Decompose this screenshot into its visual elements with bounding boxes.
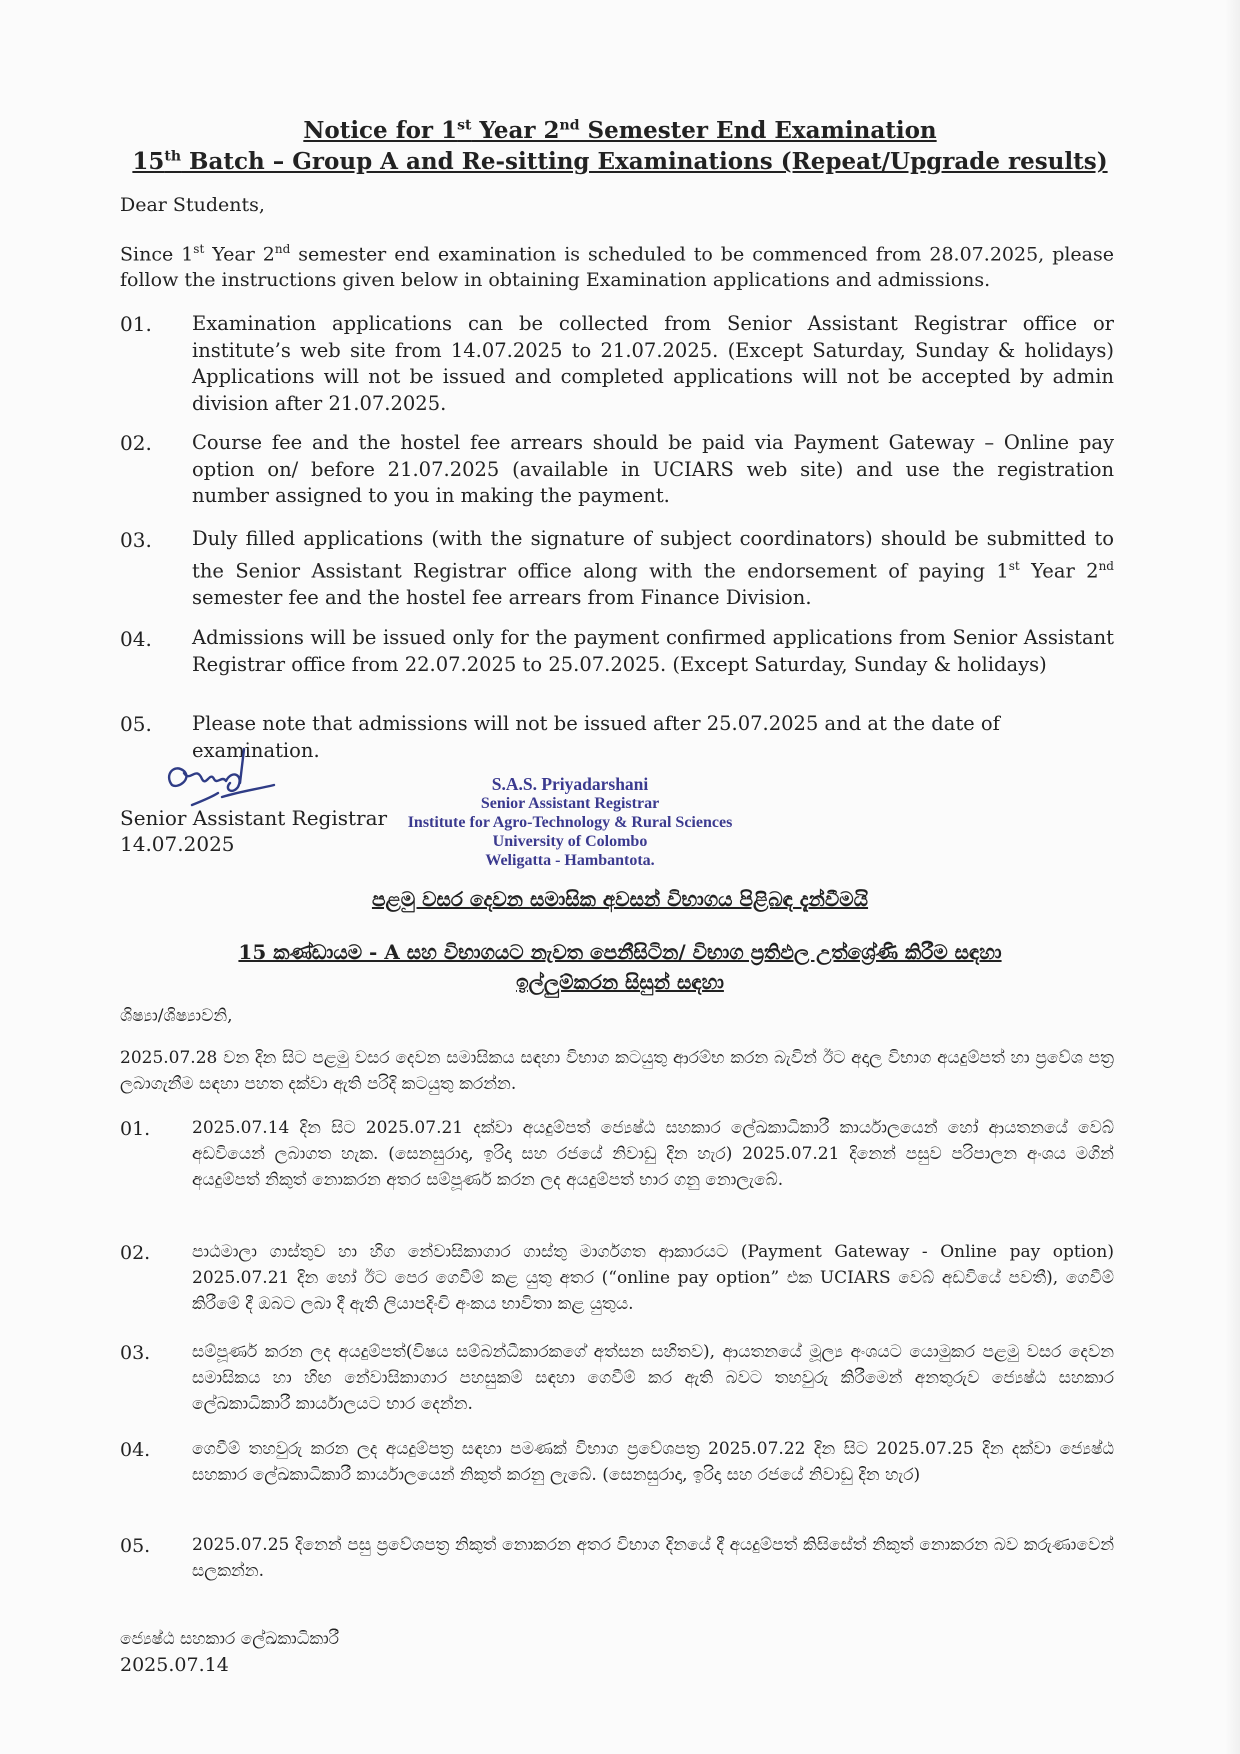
instruction-item: Examination applications can be collected from Senior Assistant Registrar office or institute’s web site from 14.07.2025 to 21.07.2025. (Except Saturday, Sunday & holidays) Applications will not be issued and completed applications will not be accepted by admin division after 21.07.2025. <box>192 312 1114 415</box>
sinhala-subtitle: ඉල්ලුම්කරන සිසුන් සඳහා <box>516 970 724 994</box>
scan-edge-shadow <box>1226 0 1240 1754</box>
stamp-line: Senior Assistant Registrar <box>480 795 660 812</box>
signoff-date: 14.07.2025 <box>120 832 235 856</box>
item-number: 02. <box>120 1242 151 1264</box>
sinhala-instruction-item: 2025.07.14 දින සිට 2025.07.21 දක්වා අයදුම්පත් ජ්‍යෙෂ්ඨ සහකාර ලේඛකාධිකාරී කාර්යාලයෙන් හෝ ආයතනයේ වෙබ් අඩවියෙන් ලබාගත හැක. (සෙනසුරාදා, ඉරිදා සහ රජයේ නිවාඩු දින හැර) 2025.07.21 දිනෙන් පසුව පරිපාලන අංශය මගින් අයදුම්පත් නිකුත් නොකරන අතර සම්පූර්ණ කරන ලද අයදුම්පත් භාර ගනු නොලැබේ. <box>192 1118 1114 1190</box>
instruction-item: Course fee and the hostel fee arrears should be paid via Payment Gateway – Online pay option on/ before 21.07.2025 (available in UCIARS web site) and use the registration number assigned to you in making the payment. <box>192 431 1114 507</box>
instruction-item: Admissions will be issued only for the payment confirmed applications from Senior Assistant Registrar office from 22.07.2025 to 25.07.2025. (Except Saturday, Sunday & holidays) <box>192 626 1114 676</box>
sinhala-signoff-title: ජ්‍යෙෂ්ඨ සහකාර ලේඛකාධිකාරී <box>120 1629 339 1649</box>
sinhala-instruction-item: සම්පූර්ණ කරන ලද අයදුම්පත්(විෂය සම්බන්ධීකාරකගේ අත්සන සහිතව), ආයතනයේ මූල්‍ය අංශයට යොමුකර පළමු වසර දෙවන සමාසිකය හා හිඟ නේවාසිකාගාර පහසුකම් සඳහා ගෙවීම් කර ඇති බවට තහවුරු කිරීමෙන් අනතුරුව ජ්‍යෙෂ්ඨ සහකාර ලේඛකාධිකාරී කාර්යාලයට භාර දෙන්න. <box>192 1342 1114 1414</box>
stamp-line: University of Colombo <box>492 833 648 850</box>
sinhala-instruction-item: ගෙවීම් තහවුරු කරන ලද අයදුම්පත්‍ර සඳහා පමණක් විභාග ප්‍රවේශපත්‍ර 2025.07.22 දින සිට 2025.07.25 දින දක්වා ජ්‍යෙෂ්ඨ සහකාර ලේඛකාධිකාරී කාර්යාලයෙන් නිකුත් කරනු ලැබේ. (සෙනසුරාදා, ඉරිදා සහ රජයේ නිවාඩු දින හැර) <box>192 1439 1114 1485</box>
item-number: 03. <box>120 1342 151 1364</box>
sinhala-greeting: ශිෂ්‍යා/ශිෂ්‍යාවනි, <box>120 1006 233 1026</box>
stamp-name: S.A.S. Priyadarshani <box>491 774 649 794</box>
stamp-line: Weligatta - Hambantota. <box>485 852 655 869</box>
sinhala-intro: 2025.07.28 වන දින සිට පළමු වසර දෙවන සමාසිකය සඳහා විභාග කටයුතු ආරම්භ කරන බැවින් ඊට අදාල විභාග අයදුම්පත් හා ප්‍රවේශ පත්‍ර ලබාගැනීම සඳහා පහත දක්වා ඇති පරිදි කටයුතු කරන්න. <box>120 1048 1114 1094</box>
signoff-title: Senior Assistant Registrar <box>120 806 388 830</box>
item-number: 05. <box>120 1535 151 1557</box>
item-number: 04. <box>120 627 152 651</box>
item-number: 05. <box>120 712 152 736</box>
sinhala-subtitle: 15 කණ්ඩායම - A සහ විභාගයට නැවත පෙනීසිටින/ විභාග ප්‍රතිඵල උත්ශ්‍රේණි කිරීම සඳහා <box>238 940 1002 964</box>
sinhala-instruction-item: 2025.07.25 දිනෙන් පසු ප්‍රවේශපත්‍ර නිකුත් නොකරන අතර විභාග දිනයේ දී අයදුම්පත් කිසිසේත් නිකුත් නොකරන බව කරුණාවෙන් සලකන්න. <box>192 1535 1114 1581</box>
notice-title: Notice for 1st Year 2nd Semester End Examination <box>303 117 937 144</box>
notice-subtitle: 15th Batch – Group A and Re-sitting Examinations (Repeat/Upgrade results) <box>132 148 1108 175</box>
instruction-item: Please note that admissions will not be issued after 25.07.2025 and at the date of examination. <box>192 712 1000 762</box>
item-number: 03. <box>120 528 152 552</box>
item-number: 02. <box>120 431 152 455</box>
item-number: 04. <box>120 1439 151 1461</box>
sinhala-signoff-date: 2025.07.14 <box>120 1654 229 1676</box>
intro-paragraph: Since 1st Year 2nd semester end examination is scheduled to be commenced from 28.07.2025, please follow the instructions given below in obtaining Examination applications and admissions. <box>120 242 1114 292</box>
sinhala-title: පළමු වසර දෙවන සමාසික අවසන් විභාගය පිළිබඳ දැන්වීමයි <box>371 887 869 911</box>
item-number: 01. <box>120 312 152 336</box>
item-number: 01. <box>120 1118 151 1140</box>
stamp-line: Institute for Agro-Technology & Rural Sciences <box>407 814 733 831</box>
instruction-item: Duly filled applications (with the signature of subject coordinators) should be submitted to the Senior Assistant Registrar office along with the endorsement of paying 1st Year 2nd semester fee and the hostel fee arrears from Finance Division. <box>192 527 1114 609</box>
greeting: Dear Students, <box>120 194 265 216</box>
sinhala-instruction-item: පාඨමාලා ගාස්තුව හා හිග නේවාසිකාගාර ගාස්තු මාර්ගගත ආකාරයට (Payment Gateway - Online pay option) 2025.07.21 දින හෝ ඊට පෙර ගෙවීම් කළ යුතු අතර (“online pay option” එක UCIARS වෙබ් අඩවියේ පවතී), ගෙවීම් කිරීමේ දී ඔබට ලබා දී ඇති ලියාපදිංචි අංකය භාවිතා කළ යුතුය. <box>192 1242 1114 1314</box>
official-stamp <box>380 775 760 870</box>
